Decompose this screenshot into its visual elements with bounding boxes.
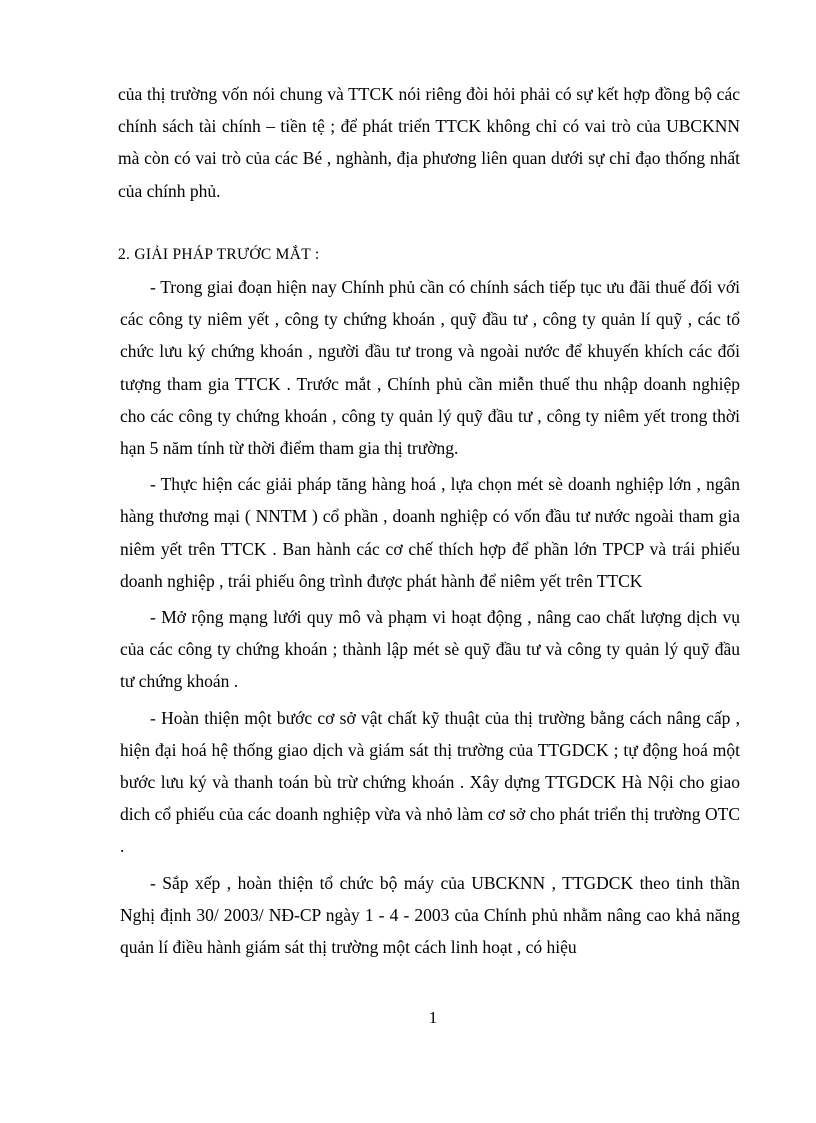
page-number-text: 1	[428, 1008, 438, 1027]
bullet-paragraph-2: - Thực hiện các giải pháp tăng hàng hoá , lựa chọn mét sè doanh nghiệp lớn , ngân hàng thương mại ( NNTM ) cổ phần , doanh nghiệp có vốn đầu tư nước ngoài tham gia niêm yết trên TTCK . Ban hành các cơ chế thích hợp để phần lớn TPCP và trái phiếu doanh nghiệp , trái phiếu ông trình được phát hành để niêm yết trên TTCK	[120, 474, 740, 591]
bullet-paragraph-3: - Mở rộng mạng lưới quy mô và phạm vi hoạt động , nâng cao chất lượng dịch vụ của các công ty chứng khoán ; thành lập mét sè quỹ đầu tư và công ty quản lý quỹ đầu tư chứng khoán .	[120, 607, 740, 692]
page-content	[118, 78, 740, 963]
bullet-paragraph-5: - Sắp xếp , hoàn thiện tổ chức bộ máy của UBCKNN , TTGDCK theo tinh thần Nghị định 30/ 2003/ NĐ-CP ngày 1 - 4 - 2003 của Chính phủ nhằm nâng cao khả năng quản lí điều hành giám sát thị trường một cách linh hoạt , có hiệu	[120, 872, 740, 958]
section-heading: 2. GIẢI PHÁP TRƯỚC MẮT :	[118, 245, 320, 263]
page-number	[0, 1008, 816, 1028]
bullet-paragraph-1: - Trong giai đoạn hiện nay Chính phủ cần có chính sách tiếp tục ưu đãi thuế đối với các công ty niêm yết , công ty chứng khoán , quỹ đầu tư , công ty quản lí quỹ , các tổ chức lưu ký chứng khoán , người đầu tư trong và ngoài nước để khuyến khích các đối tượng tham gia TTCK . Trước mắt , Chính phủ cần miễn thuế thu nhập doanh nghiệp cho các công ty chứng khoán , công ty quản lý quỹ đầu tư , công ty niêm yết trong thời hạn 5 năm tính từ thời điểm tham gia thị trường.	[120, 277, 740, 459]
intro-paragraph: của thị trường vốn nói chung và TTCK nói riêng đòi hỏi phải có sự kết hợp đồng bộ các chính sách tài chính – tiền tệ ; để phát triển TTCK không chỉ có vai trò của UBCKNN mà còn có vai trò của các Bé , nghành, địa phương liên quan dưới sự chỉ đạo thống nhất của chính phủ.	[118, 84, 740, 201]
bullet-paragraph-4: - Hoàn thiện một bước cơ sở vật chất kỹ thuật của thị trường bằng cách nâng cấp , hiện đại hoá hệ thống giao dịch và giám sát thị trường của TTGDCK ; tự động hoá một bước lưu ký và thanh toán bù trừ chứng khoán . Xây dựng TTGDCK Hà Nội cho giao dich cổ phiếu của các doanh nghiệp vừa và nhỏ làm cơ sở cho phát triển thị trường OTC .	[120, 707, 740, 857]
